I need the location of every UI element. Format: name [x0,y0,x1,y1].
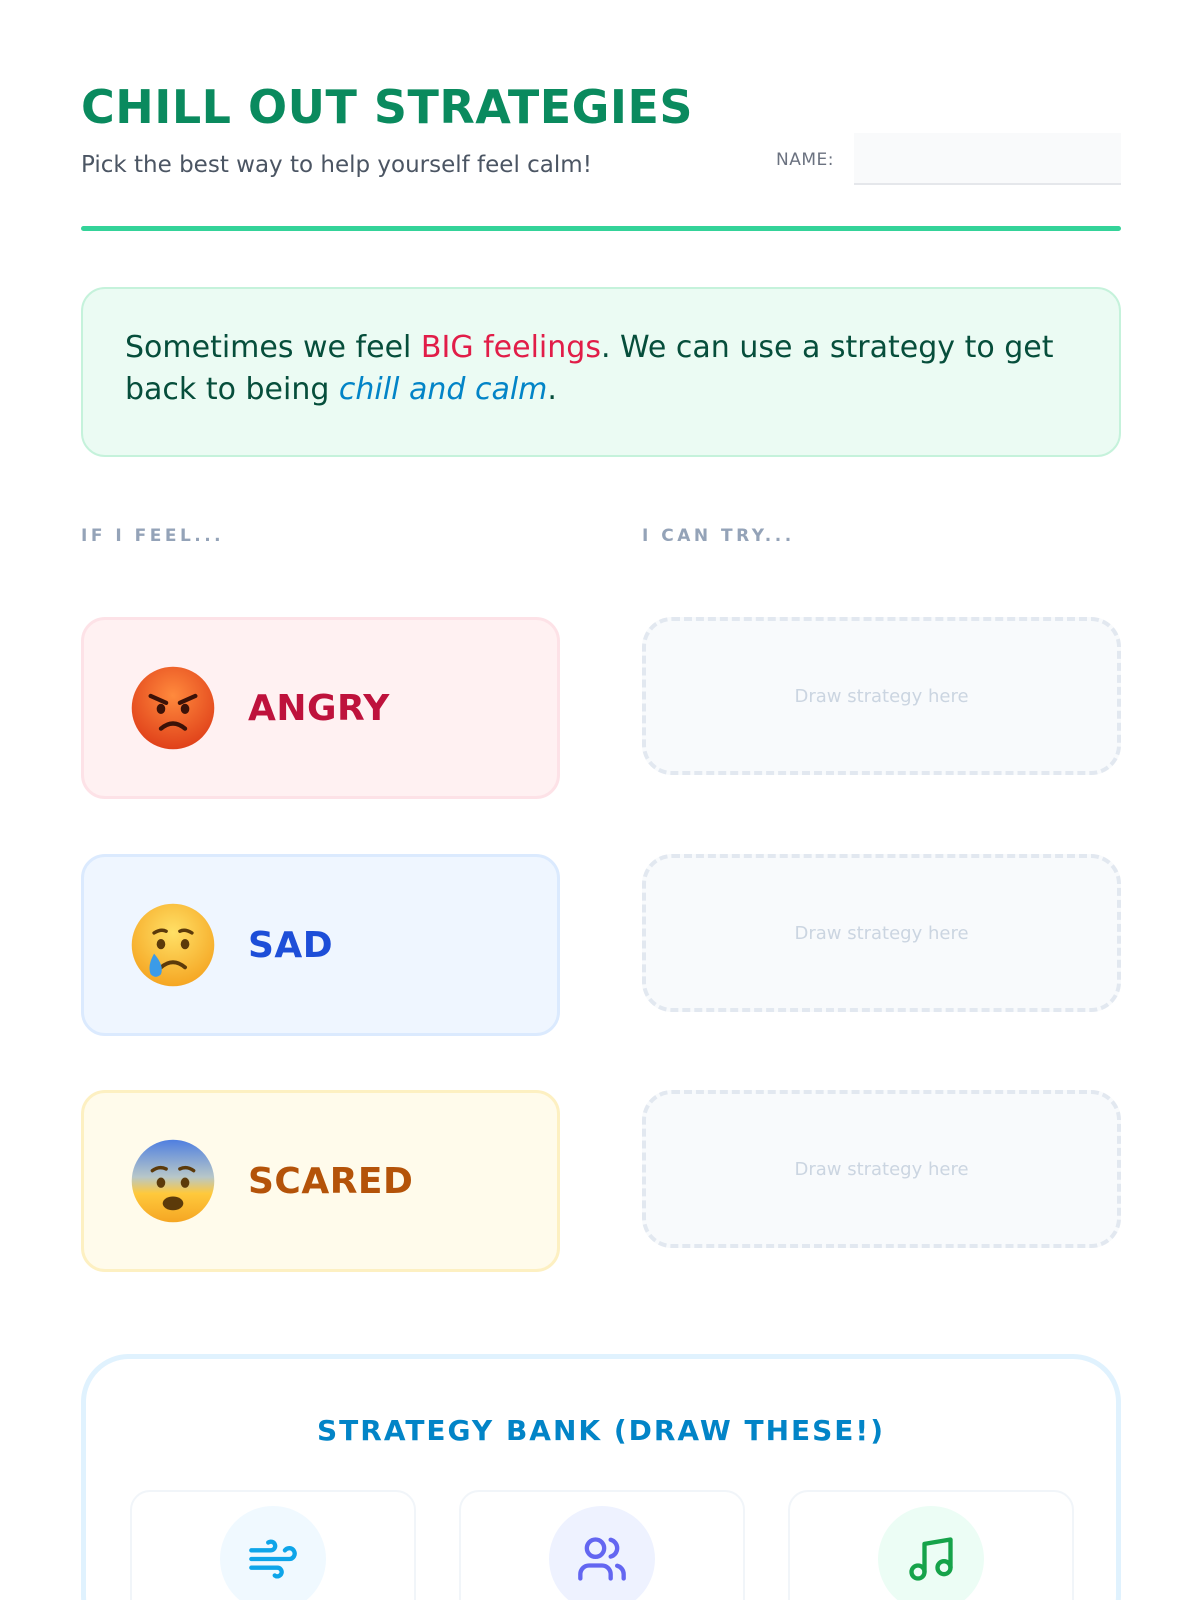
fearful-face-icon [130,1138,216,1224]
feeling-label-scared: SCARED [248,1160,414,1202]
strategy-draw-box[interactable]: Draw strategy here [642,854,1121,1012]
crying-face-icon [130,902,216,988]
intro-text [125,327,1077,411]
bank-item-card [130,1490,416,1600]
strategy-bank-title: STRATEGY BANK (DRAW THESE!) [317,1414,885,1447]
strategy-draw-box[interactable]: Draw strategy here [642,617,1121,775]
intro-text-part2: . We can use a strategy to get back to being [125,330,1054,407]
intro-highlight-big: BIG feelings [420,330,601,365]
intro-callout [81,287,1121,457]
feeling-card-scared [81,1090,560,1272]
bank-item-card [459,1490,745,1600]
i-can-try-heading: I CAN TRY... [642,526,795,546]
music-icon [878,1506,984,1600]
feeling-card-angry [81,617,560,799]
feeling-label-sad: SAD [248,924,334,966]
if-i-feel-heading: IF I FEEL... [81,526,225,546]
feeling-card-sad [81,854,560,1036]
worksheet-header [81,80,1121,230]
intro-highlight-calm: chill and calm [338,372,548,407]
intro-text-part1: Sometimes we feel [125,330,421,365]
strategy-draw-box[interactable]: Draw strategy here [642,1090,1121,1248]
intro-text-part3: . [547,372,557,407]
bank-item-card [788,1490,1074,1600]
name-field[interactable] [854,133,1121,185]
feeling-label-angry: ANGRY [248,687,390,729]
wind-icon [220,1506,326,1600]
page-subtitle: Pick the best way to help yourself feel calm! [81,152,592,178]
name-label: NAME: [776,150,834,170]
users-icon [549,1506,655,1600]
angry-face-icon [130,665,216,751]
strategy-bank [81,1354,1121,1600]
page-title: CHILL OUT STRATEGIES [81,80,694,134]
header-divider [81,226,1121,231]
